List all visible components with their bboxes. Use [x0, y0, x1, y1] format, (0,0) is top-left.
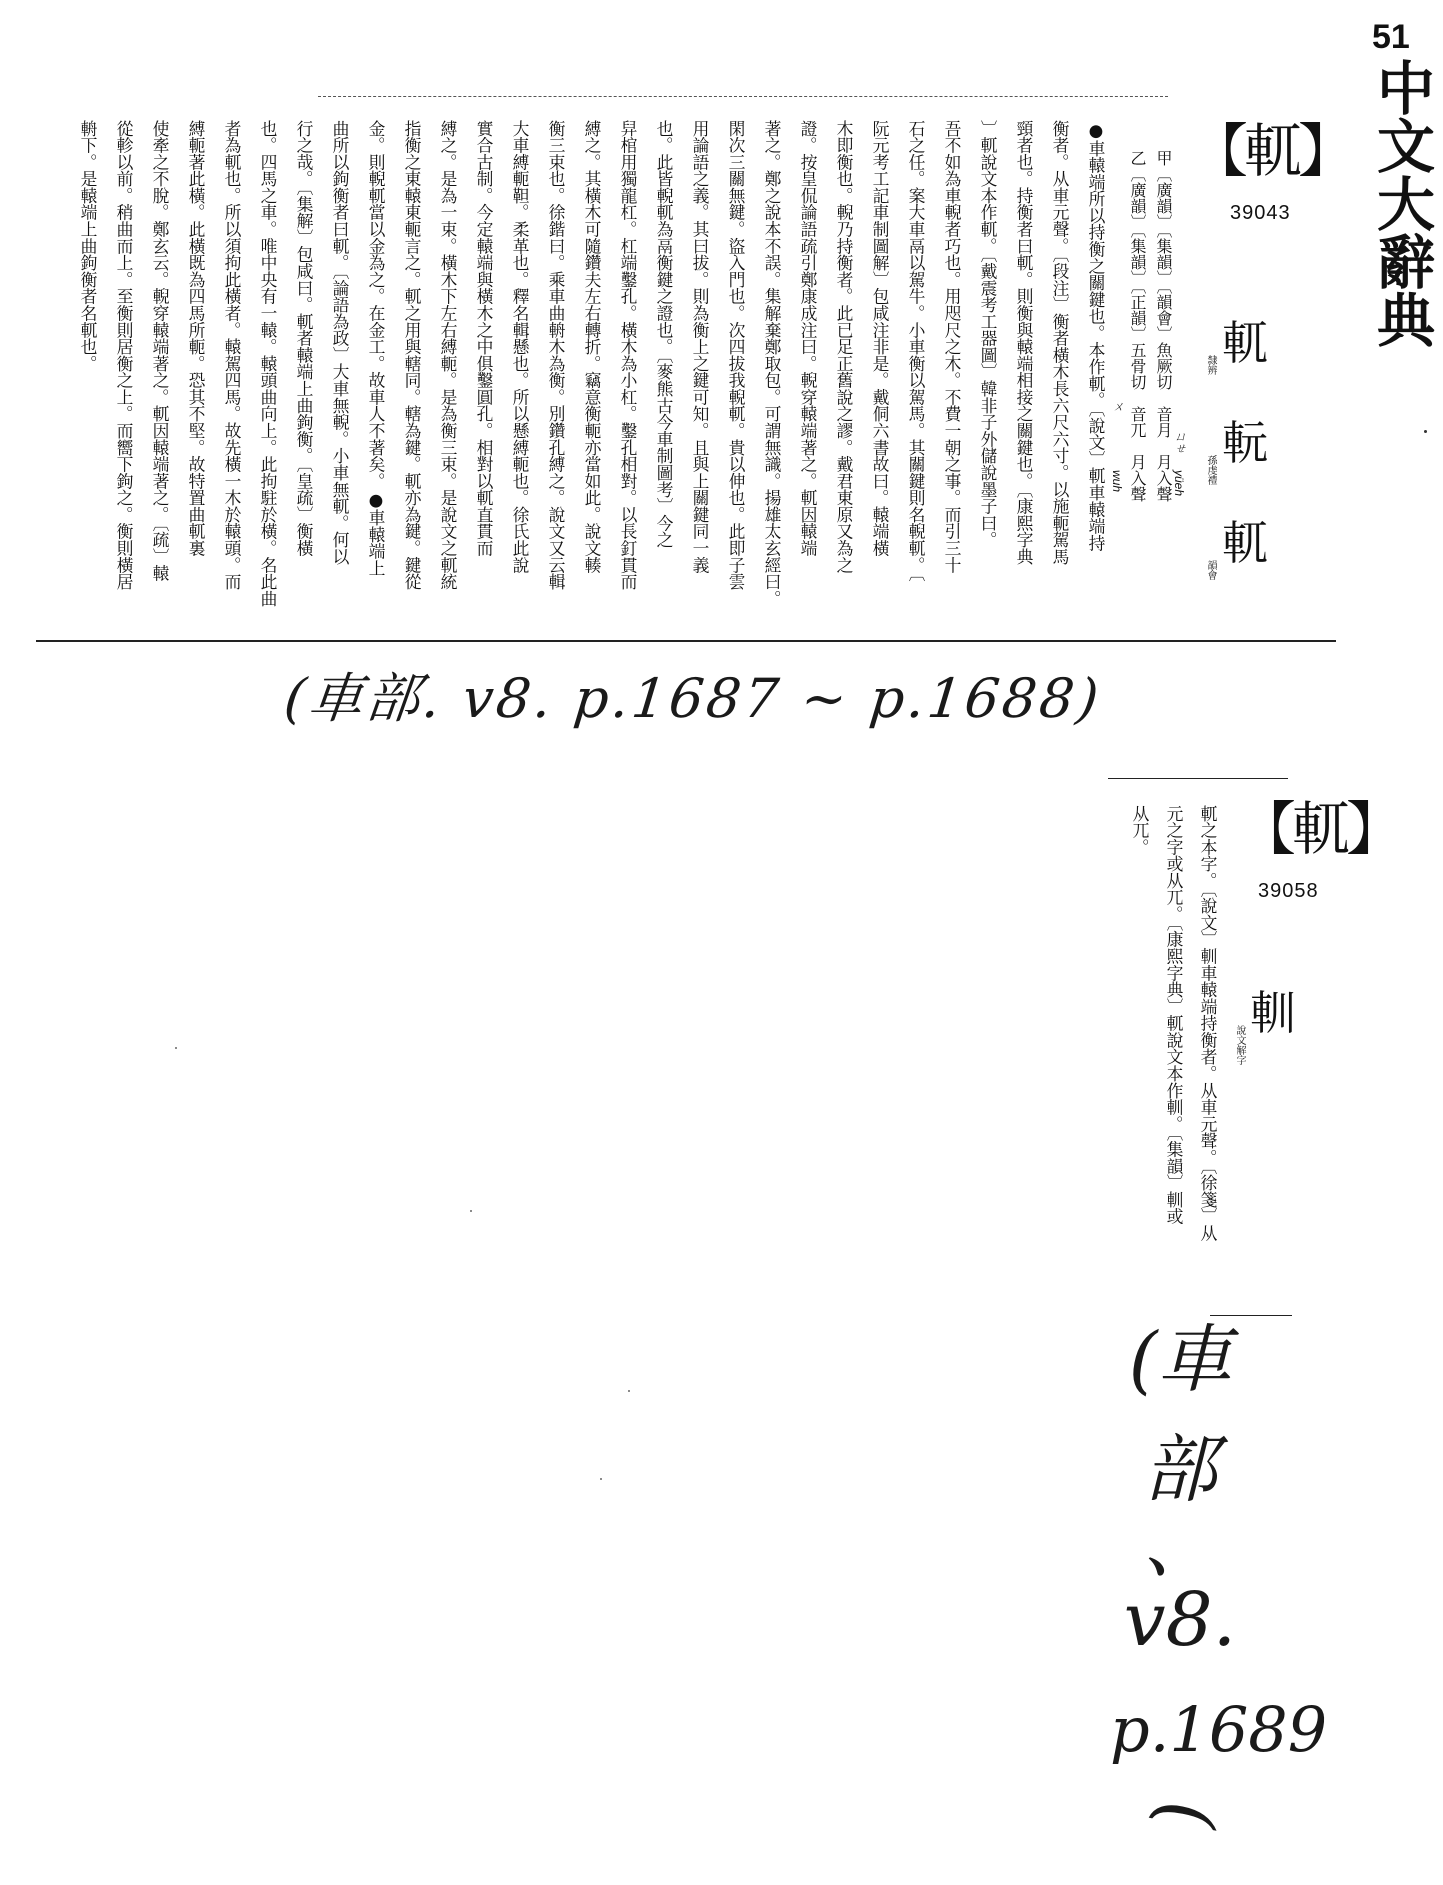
definition-column: 舁棺用獨龍杠。杠端鑿孔。橫木為小杠。鑿孔相對。以長釘貫而: [618, 120, 638, 591]
definition-column: 从兀。: [1130, 805, 1150, 856]
definition-column: 頸者也。持衡者曰軏。則衡與轅端相接之關鍵也。〔康熙字典: [1014, 120, 1034, 565]
definition-column: 也。此皆輗軏為鬲衡鍵之證也。〔麥熊古今車制圖考〕今之: [654, 120, 674, 549]
reading-b: 乙〔廣韻〕〔集韻〕〔正韻〕五骨切 音兀 月入聲: [1128, 150, 1147, 502]
scan-speck: [175, 1047, 177, 1049]
variant-char-2: 䡇: [1222, 416, 1268, 470]
definition-column: 縛之。其橫木可隨鑽夫左右轉折。竊意衡軛亦當如此。說文輳: [582, 120, 602, 574]
definition-column: 〕軏說文本作軏。〔戴震考工器圖〕韓非子外儲說墨子曰。: [978, 120, 998, 549]
variant-source-2: 孫虔禮: [1205, 455, 1216, 485]
definition-column: 證。按皇侃論語疏引鄭康成注曰。輗穿轅端著之。軏因轅端: [798, 120, 818, 557]
definition-column: 縛之。是為一束。橫木下左右縛軛。是為衡三束。是說文之軏統: [438, 120, 458, 591]
handwritten-citation-1: (車部. v8. p.1687 ~ p.1688): [281, 667, 1105, 730]
scan-speck: [600, 1478, 602, 1480]
variant-source: 說文解字: [1234, 1025, 1245, 1065]
definition-column: 指衡之東轅東軛言之。軏之用與轄同。轄為鍵。軏亦為鍵。鍵從: [402, 120, 422, 591]
entry-separator-rule: [36, 640, 1336, 642]
definition-column: 實合古制。今定轅端與橫木之中俱鑿圓孔。相對以軏直貫而: [474, 120, 494, 557]
definition-column: 縛軛著此橫。此橫既為四馬所軛。恐其不堅。故特置曲軏裏: [186, 120, 206, 557]
handwritten-part: 、: [1143, 1502, 1217, 1588]
definition-column: 元之字或从兀。〔康熙字典〕軏說文本作䡅。〔集韻〕䡅或: [1164, 805, 1184, 1225]
definition-column: 木即衡也。輗乃持衡者。此已足正舊說之謬。戴君東原又為之: [834, 120, 854, 574]
definition-column: 阮元考工記車制圖解〕包咸注非是。戴侗六書故曰。轅端橫: [870, 120, 890, 557]
decorative-dot: [1424, 430, 1427, 433]
scan-speck: [470, 1210, 472, 1212]
definition-column: 也。四馬之車。唯中央有一轅。轅頭曲向上。此拘駐於橫。名此曲: [258, 120, 278, 607]
variant-char-1: 軏: [1222, 316, 1268, 370]
definition-column: 金。則輗軏當以金為之。在金工。故車人不著矣。●車轅端上: [366, 120, 386, 577]
definition-column: 者為軏也。所以須拘此橫者。轅駕四馬。故先橫一木於轅頭。而: [222, 120, 242, 591]
definition-column: 從軫以前。稍曲而上。至衡則居衡之上。而嚮下鉤之。衡則橫居: [114, 120, 134, 591]
definition-column: 著之。鄭之說本不誤。集解棄鄭取包。可謂無識。揚雄太玄經曰。: [762, 120, 782, 607]
definition-column: 用論語之義。其曰拔。則為衡上之鍵可知。且與上關鍵同一義: [690, 120, 710, 574]
definition-column: 使牽之不脫。鄭玄云。輗穿轅端著之。軏因轅端著之。〔疏〕轅: [150, 120, 170, 582]
reading-a: 甲〔廣韻〕〔集韻〕〔韻會〕魚厥切 音月 月入聲: [1154, 150, 1173, 502]
definition-column: 行之哉。〔集解〕包咸曰。軏者轅端上曲鉤衡。〔皇疏〕衡橫: [294, 120, 314, 557]
entry-head-char: 【軏】: [1190, 117, 1353, 185]
handwritten-citation-2: [1110, 1305, 1328, 1845]
definition-column: 閑次三關無鍵。盜入門也。次四拔我輗軏。貴以伸也。此即子雲: [726, 120, 746, 591]
entry-2-top-rule: [1108, 778, 1288, 779]
scan-speck: [628, 1390, 630, 1392]
entry-head-number: 39058: [1258, 880, 1319, 902]
handwritten-part: (車: [1128, 1317, 1232, 1403]
handwritten-part: ): [1137, 1800, 1223, 1830]
definition-column: 輈下。是轅端上曲鉤衡者名軏也。: [78, 120, 98, 372]
definition-column: 衡三束也。徐鍇曰。乘車曲輈木為衡。別鑽孔縛之。說文又云輯: [546, 120, 566, 591]
handwritten-part: p.1689: [1110, 1693, 1328, 1766]
page-number: 51: [1372, 18, 1410, 56]
definition-column: 吾不如為車輗者巧也。用咫尺之木。不費一朝之事。而引三十: [942, 120, 962, 574]
entry-head-number: 39043: [1230, 202, 1291, 224]
phonetic-zhuyin-b: ㄨ: [1111, 400, 1125, 412]
handwritten-part: 部: [1143, 1427, 1217, 1513]
entry-1-top-rule: [318, 96, 1168, 97]
definition-column: 軏之本字。〔說文〕䡅車轅端持衡者。从車元聲。〔徐箋〕从: [1198, 805, 1218, 1242]
definition-column: 大車縛軛靼。柔革也。釋名輯懸也。所以懸縛軛也。徐氏此說: [510, 120, 530, 574]
variant-char: 䡅: [1250, 986, 1296, 1040]
book-title: 中文大辭典: [1367, 58, 1435, 348]
definition-column: 石之任。案大車鬲以駕牛。小車衡以駕馬。其關鍵則名輗軏。〔: [906, 120, 926, 582]
handwritten-part: v8.: [1123, 1577, 1237, 1663]
phonetic-roman-a: yüeh: [1172, 470, 1186, 497]
definition-column: ●車轅端所以持衡之關鍵也。本作軏。〔說文〕軏車轅端持: [1086, 120, 1106, 552]
definition-column: 衡者。从車元聲。〔段注〕衡者橫木長六尺六寸。以施軛駕馬: [1050, 120, 1070, 565]
variant-char-3: 軏: [1222, 516, 1268, 570]
phonetic-roman-b: wuh: [1110, 470, 1124, 493]
definition-column: 曲所以鉤衡者曰軏。〔論語為政〕大車無輗。小車無軏。何以: [330, 120, 350, 565]
entry-head-char: 【軏】: [1238, 795, 1401, 863]
variant-source-1: 隸辨: [1205, 355, 1216, 375]
phonetic-zhuyin-a: ㄩㄝ: [1173, 430, 1187, 454]
variant-source-3: 韻會: [1205, 560, 1216, 580]
